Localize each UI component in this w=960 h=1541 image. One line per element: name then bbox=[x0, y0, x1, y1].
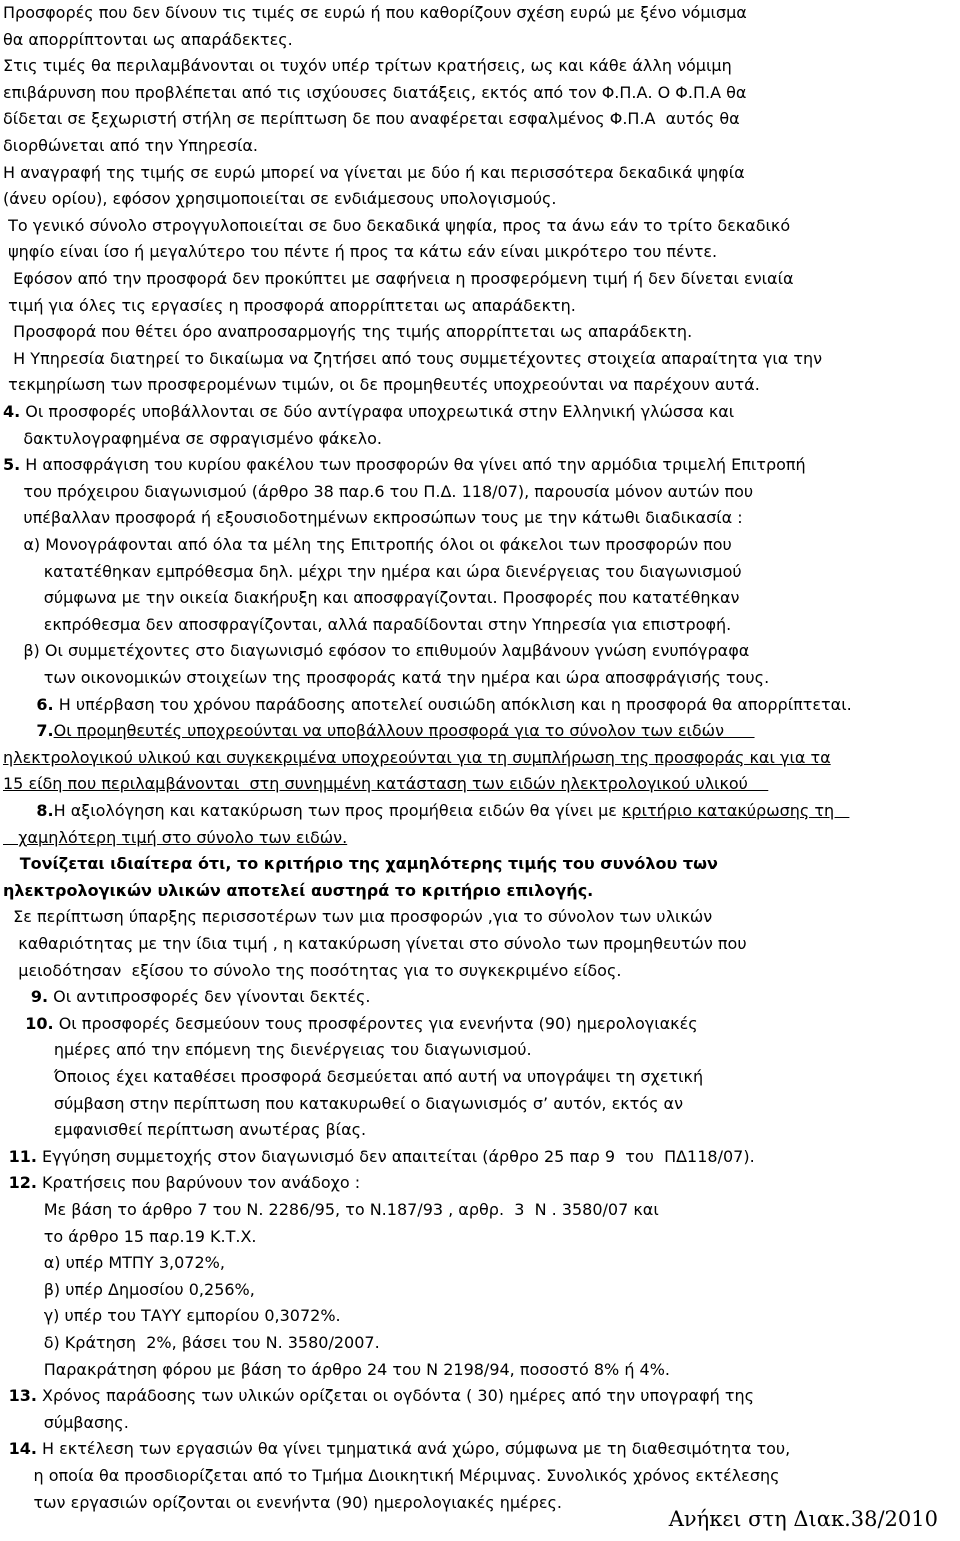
line-text: ψηφίο είναι ίσο ή μεγαλύτερο του πέντε ή προς τα κάτω εάν είναι μικρότερο του πέντε. bbox=[3, 242, 718, 262]
text-line bbox=[3, 1332, 380, 1356]
line-text: Εφόσον από την προσφορά δεν προκύπτει με σαφήνεια η προσφερόμενη τιμή ή δεν δίνεται ενιαία bbox=[3, 269, 794, 288]
line-text: Η αξιολόγηση και κατακύρωση των προς προμήθεια ειδών θα γίνει με bbox=[53, 801, 622, 820]
item-number: 6. bbox=[3, 694, 54, 714]
text-line bbox=[3, 640, 749, 664]
text-line bbox=[3, 1119, 366, 1143]
text-line bbox=[3, 773, 768, 797]
line-text: α) Μονογράφονται από όλα τα μέλη της Επιτροπής όλοι οι φάκελοι των προσφορών που bbox=[3, 535, 732, 554]
text-line bbox=[3, 428, 382, 452]
text-line bbox=[3, 1465, 780, 1489]
line-text: καθαριότητας με την ίδια τιμή , η κατακύρωση γίνεται στο σύνολο των προμηθευτών που bbox=[3, 934, 747, 953]
line-text: Η αναγραφή της τιμής σε ευρώ μπορεί να γίνεται με δύο ή και περισσότερα δεκαδικά ψηφία bbox=[3, 162, 745, 182]
line-text: εκπρόθεσμα δεν αποσφραγίζονται, αλλά παραδίδονται στην Υπηρεσία για επιστροφή. bbox=[3, 614, 732, 634]
text-line bbox=[3, 295, 576, 319]
item-number: 10. bbox=[3, 1013, 54, 1033]
line-text-underlined: κριτήριο κατακύρωσης τη bbox=[621, 801, 850, 820]
text-line bbox=[3, 614, 731, 638]
text-line bbox=[3, 321, 692, 345]
text-line bbox=[3, 667, 769, 691]
line-text: υπέβαλλαν προσφορά ή εξουσιοδοτημένων εκπροσώπων τους με την κάτωθι διαδικασία : bbox=[3, 508, 743, 528]
text-line bbox=[3, 800, 849, 824]
line-text: ηλεκτρολογικών υλικών αποτελεί αυστηρά το κριτήριο επιλογής. bbox=[3, 880, 594, 900]
text-line bbox=[3, 1066, 703, 1090]
item-number: 4. bbox=[3, 402, 21, 421]
line-text: Η εκτέλεση των εργασιών θα γίνει τμηματικά ανά χώρο, σύμφωνα με τη διαθεσιμότητα του, bbox=[36, 1439, 791, 1459]
line-text: (άνευ ορίου), εφόσον χρησιμοποιείται σε ενδιάμεσους υπολογισμούς. bbox=[3, 189, 557, 209]
line-text: Εγγύηση συμμετοχής στον διαγωνισμό δεν απαιτείται (άρθρο 25 παρ 9 του ΠΔ118/07). bbox=[36, 1146, 755, 1166]
line-text: Στις τιμές θα περιλαμβάνονται οι τυχόν υπέρ τρίτων κρατήσεις, ως και κάθε άλλη νόμιμη bbox=[3, 56, 732, 76]
text-line bbox=[3, 507, 743, 531]
text-line bbox=[3, 720, 755, 744]
line-text: ηλεκτρολογικού υλικού και συγκεκριμένα υποχρεούνται για τη συμπλήρωση της προσφοράς και για τα bbox=[3, 747, 831, 767]
page-footer: Ανήκει στη Διακ.38/2010 bbox=[668, 1507, 938, 1531]
text-line bbox=[3, 188, 557, 212]
line-text: Οι προσφορές υποβάλλονται σε δύο αντίγραφα υποχρεωτικά στην Ελληνική γλώσσα και bbox=[20, 402, 735, 421]
text-line bbox=[3, 401, 734, 425]
item-number: 13. bbox=[3, 1386, 37, 1406]
text-line bbox=[3, 29, 293, 53]
text-line bbox=[3, 481, 753, 505]
text-line bbox=[3, 135, 258, 159]
text-line bbox=[3, 1359, 670, 1383]
text-line bbox=[3, 827, 347, 851]
text-line bbox=[3, 986, 370, 1010]
line-text: Με βάση το άρθρο 7 του Ν. 2286/95, το Ν.187/93 , αρθρ. 3 Ν . 3580/07 και bbox=[3, 1200, 659, 1219]
text-line bbox=[3, 694, 852, 718]
text-line bbox=[3, 960, 621, 984]
line-text: Προσφορά που θέτει όρο αναπροσαρμογής της τιμής απορρίπτεται ως απαράδεκτη. bbox=[3, 322, 693, 342]
text-line bbox=[3, 1385, 754, 1409]
text-line bbox=[3, 1093, 683, 1117]
line-text: β) Οι συμμετέχοντες στο διαγωνισμό εφόσον το επιθυμούν λαμβάνουν γνώση ενυπόγραφα bbox=[3, 641, 750, 661]
text-line bbox=[3, 108, 740, 132]
text-line bbox=[3, 454, 806, 478]
text-line bbox=[3, 1013, 698, 1037]
line-text: Οι αντιπροσφορές δεν γίνονται δεκτές. bbox=[48, 987, 371, 1007]
text-line bbox=[3, 1412, 129, 1436]
text-line bbox=[3, 374, 760, 398]
text-line bbox=[3, 1039, 532, 1063]
text-line bbox=[3, 1172, 360, 1196]
line-text: χαμηλότερη τιμή στο σύνολο των ειδών. bbox=[3, 827, 348, 847]
text-line bbox=[3, 561, 742, 585]
text-line bbox=[3, 1199, 659, 1223]
text-line bbox=[3, 933, 747, 957]
line-text: Η υπέρβαση του χρόνου παράδοσης αποτελεί ουσιώδη απόκλιση και η προσφορά θα απορρίπτεται. bbox=[53, 694, 852, 714]
line-text: α) υπέρ ΜΤΠΥ 3,072%, bbox=[3, 1253, 225, 1273]
item-number: 5. bbox=[3, 455, 21, 475]
line-text: εμφανισθεί περίπτωση ανωτέρας βίας. bbox=[3, 1120, 367, 1140]
line-text: τεκμηρίωση των προσφερομένων τιμών, οι δε προμηθευτές υποχρεούνται να παρέχουν αυτά. bbox=[3, 375, 760, 395]
item-number: 9. bbox=[3, 987, 49, 1007]
item-number: 7. bbox=[3, 721, 54, 741]
item-number: 8. bbox=[3, 801, 54, 820]
text-line bbox=[3, 906, 712, 930]
line-text: σύμβαση στην περίπτωση που κατακυρωθεί ο διαγωνισμός σ’ αυτόν, εκτός αν bbox=[3, 1093, 684, 1113]
line-text: β) υπέρ Δημοσίου 0,256%, bbox=[3, 1279, 255, 1299]
line-text: σύμφωνα με την οικεία διακήρυξη και αποσφραγίζονται. Προσφορές που κατατέθηκαν bbox=[3, 588, 740, 608]
line-text: του πρόχειρου διαγωνισμού (άρθρο 38 παρ.6 του Π.Δ. 118/07), παρουσία μόνον αυτών που bbox=[3, 481, 754, 501]
text-line bbox=[3, 1252, 225, 1276]
item-number: 12. bbox=[3, 1173, 37, 1193]
line-text: δίδεται σε ξεχωριστή στήλη σε περίπτωση δε που αναφέρεται εσφαλμένος Φ.Π.Α αυτός θα bbox=[3, 109, 740, 129]
text-line bbox=[3, 1492, 562, 1516]
line-text: διορθώνεται από την Υπηρεσία. bbox=[3, 136, 258, 155]
line-text: επιβάρυνση που προβλέπεται από τις ισχύουσες διατάξεις, εκτός από τον Φ.Π.Α. Ο Φ.Π.Α θα bbox=[3, 82, 747, 102]
text-line bbox=[3, 1279, 255, 1303]
item-number: 11. bbox=[3, 1146, 37, 1166]
text-line bbox=[3, 241, 717, 265]
line-text: Η Υπηρεσία διατηρεί το δικαίωμα να ζητήσει από τους συμμετέχοντες στοιχεία απαραίτητα για την bbox=[3, 348, 823, 368]
line-text: Χρόνος παράδοσης των υλικών ορίζεται οι ογδόντα ( 30) ημέρες από την υπογραφή της bbox=[36, 1386, 755, 1406]
text-line bbox=[3, 162, 745, 186]
text-line bbox=[3, 747, 831, 771]
text-line bbox=[3, 348, 822, 372]
line-text: δ) Κράτηση 2%, βάσει του Ν. 3580/2007. bbox=[3, 1333, 380, 1352]
line-text: η οποία θα προσδιορίζεται από το Τμήμα Διοικητική Μέριμνας. Συνολικός χρόνος εκτέλεσης bbox=[3, 1466, 780, 1485]
text-line bbox=[3, 587, 739, 611]
text-line bbox=[3, 880, 593, 904]
line-text: τιμή για όλες τις εργασίες η προσφορά απορρίπτεται ως απαράδεκτη. bbox=[3, 295, 576, 315]
line-text: κατατέθηκαν εμπρόθεσμα δηλ. μέχρι την ημέρα και ώρα διενέργειας του διαγωνισμού bbox=[3, 561, 742, 581]
item-number: 14. bbox=[3, 1439, 37, 1459]
line-text: σύμβασης. bbox=[3, 1412, 129, 1432]
line-text: γ) υπέρ του ΤΑΥΥ εμπορίου 0,3072%. bbox=[3, 1306, 341, 1326]
text-line bbox=[3, 55, 732, 79]
text-line bbox=[3, 534, 732, 558]
line-text: δακτυλογραφημένα σε σφραγισμένο φάκελο. bbox=[3, 428, 382, 448]
text-line bbox=[3, 1146, 755, 1170]
line-text: Όποιος έχει καταθέσει προσφορά δεσμεύεται από αυτή να υπογράψει τη σχετική bbox=[3, 1067, 704, 1086]
line-text: των οικονομικών στοιχείων της προσφοράς κατά την ημέρα και ώρα αποσφράγισής τους. bbox=[3, 668, 770, 687]
text-line bbox=[3, 1305, 341, 1329]
text-line bbox=[3, 268, 794, 292]
text-line bbox=[3, 2, 747, 26]
line-text: των εργασιών ορίζονται οι ενενήντα (90) ημερολογιακές ημέρες. bbox=[3, 1492, 562, 1512]
text-line bbox=[3, 853, 718, 877]
line-text: Το γενικό σύνολο στρογγυλοποιείται σε δυο δεκαδικά ψηφία, προς τα άνω εάν το τρίτο δεκαδικό bbox=[3, 215, 791, 235]
text-line bbox=[3, 1438, 790, 1462]
line-text: Τονίζεται ιδιαίτερα ότι, το κριτήριο της χαμηλότερης τιμής του συνόλου των bbox=[3, 854, 718, 874]
line-text: Οι προμηθευτές υποχρεούνται να υποβάλλουν προσφορά για το σύνολον των ειδών bbox=[53, 721, 755, 741]
line-text: το άρθρο 15 παρ.19 Κ.Τ.Χ. bbox=[3, 1226, 257, 1246]
line-text: θα απορρίπτονται ως απαράδεκτες. bbox=[3, 29, 293, 49]
line-text: 15 είδη που περιλαμβάνονται στη συνημμένη κατάσταση των ειδών ηλεκτρολογικού υλικού bbox=[3, 774, 769, 794]
line-text: μειοδότησαν εξίσου το σύνολο της ποσότητας για το συγκεκριμένο είδος. bbox=[3, 960, 622, 980]
line-text: Η αποσφράγιση του κυρίου φακέλου των προσφορών θα γίνει από την αρμόδια τριμελή Επιτροπή bbox=[20, 455, 806, 475]
line-text: Οι προσφορές δεσμεύουν τους προσφέροντες για ενενήντα (90) ημερολογιακές bbox=[53, 1013, 698, 1033]
text-line bbox=[3, 1226, 257, 1250]
line-text: Σε περίπτωση ύπαρξης περισσοτέρων των μια προσφορών ,για το σύνολον των υλικών bbox=[3, 907, 713, 927]
line-text: Κρατήσεις που βαρύνουν τον ανάδοχο : bbox=[36, 1173, 361, 1193]
line-text: Προσφορές που δεν δίνουν τις τιμές σε ευρώ ή που καθορίζουν σχέση ευρώ με ξένο νόμισμα bbox=[3, 3, 747, 22]
line-text: ημέρες από την επόμενη της διενέργειας του διαγωνισμού. bbox=[3, 1040, 532, 1060]
text-line bbox=[3, 215, 790, 239]
line-text: Παρακράτηση φόρου με βάση το άρθρο 24 του Ν 2198/94, ποσοστό 8% ή 4%. bbox=[3, 1359, 671, 1379]
text-line bbox=[3, 82, 746, 106]
